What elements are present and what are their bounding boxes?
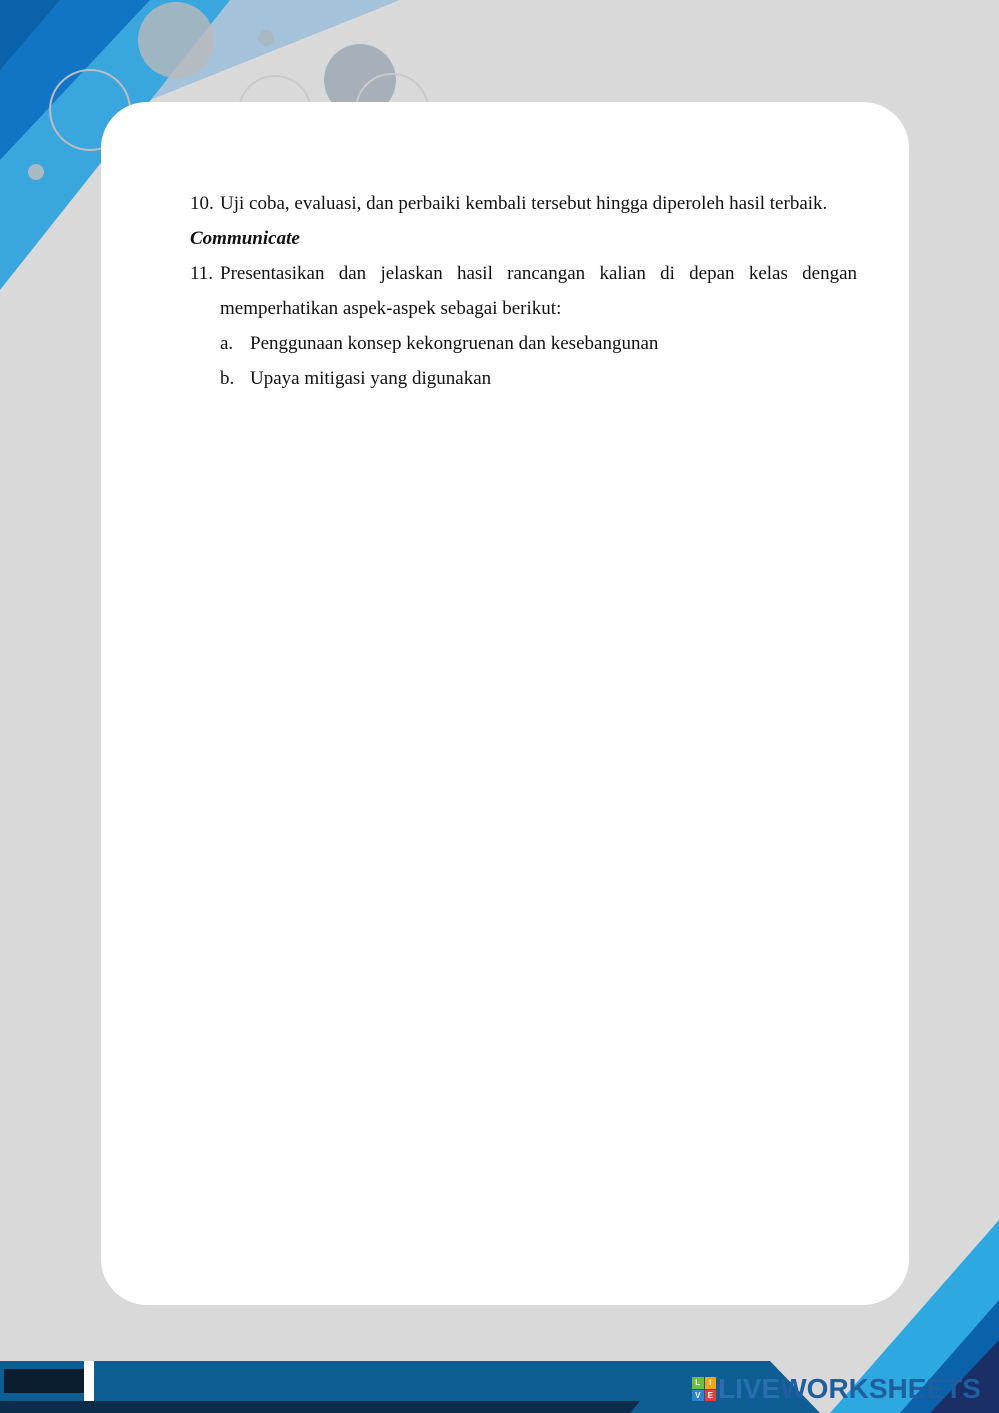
logo-letter: L <box>692 1377 704 1389</box>
liveworksheets-logo <box>692 1374 981 1404</box>
sub-item-letter: a. <box>220 333 234 354</box>
logo-text-live: LIVE <box>718 1373 781 1404</box>
logo-text-worksheets: WORKSHEETS <box>780 1373 981 1404</box>
list-item-11 <box>190 256 857 291</box>
logo-letter: V <box>692 1390 704 1402</box>
item-text-line2: memperhatikan aspek-aspek sebagai berikut: <box>220 298 562 319</box>
sub-item-a <box>190 326 857 361</box>
list-item-10 <box>190 186 857 221</box>
item-number: 10. <box>190 193 214 214</box>
sub-item-text: Penggunaan konsep kekongruenan dan kesebangunan <box>250 333 659 354</box>
section-heading: Communicate <box>190 228 300 249</box>
item-text-line1: Presentasikan dan jelaskan hasil rancangan kalian di depan kelas dengan <box>220 263 857 284</box>
logo-text <box>718 1374 981 1404</box>
logo-icon <box>692 1377 716 1401</box>
document-content <box>190 186 857 396</box>
item-number: 11. <box>190 263 214 284</box>
logo-letter: I <box>705 1377 717 1389</box>
item-text: Uji coba, evaluasi, dan perbaiki kembali tersebut hingga diperoleh hasil terbaik. <box>220 193 828 214</box>
sub-item-text: Upaya mitigasi yang digunakan <box>250 368 492 389</box>
sub-item-b <box>190 361 857 396</box>
sub-item-letter: b. <box>220 368 235 389</box>
logo-letter: E <box>705 1390 717 1402</box>
